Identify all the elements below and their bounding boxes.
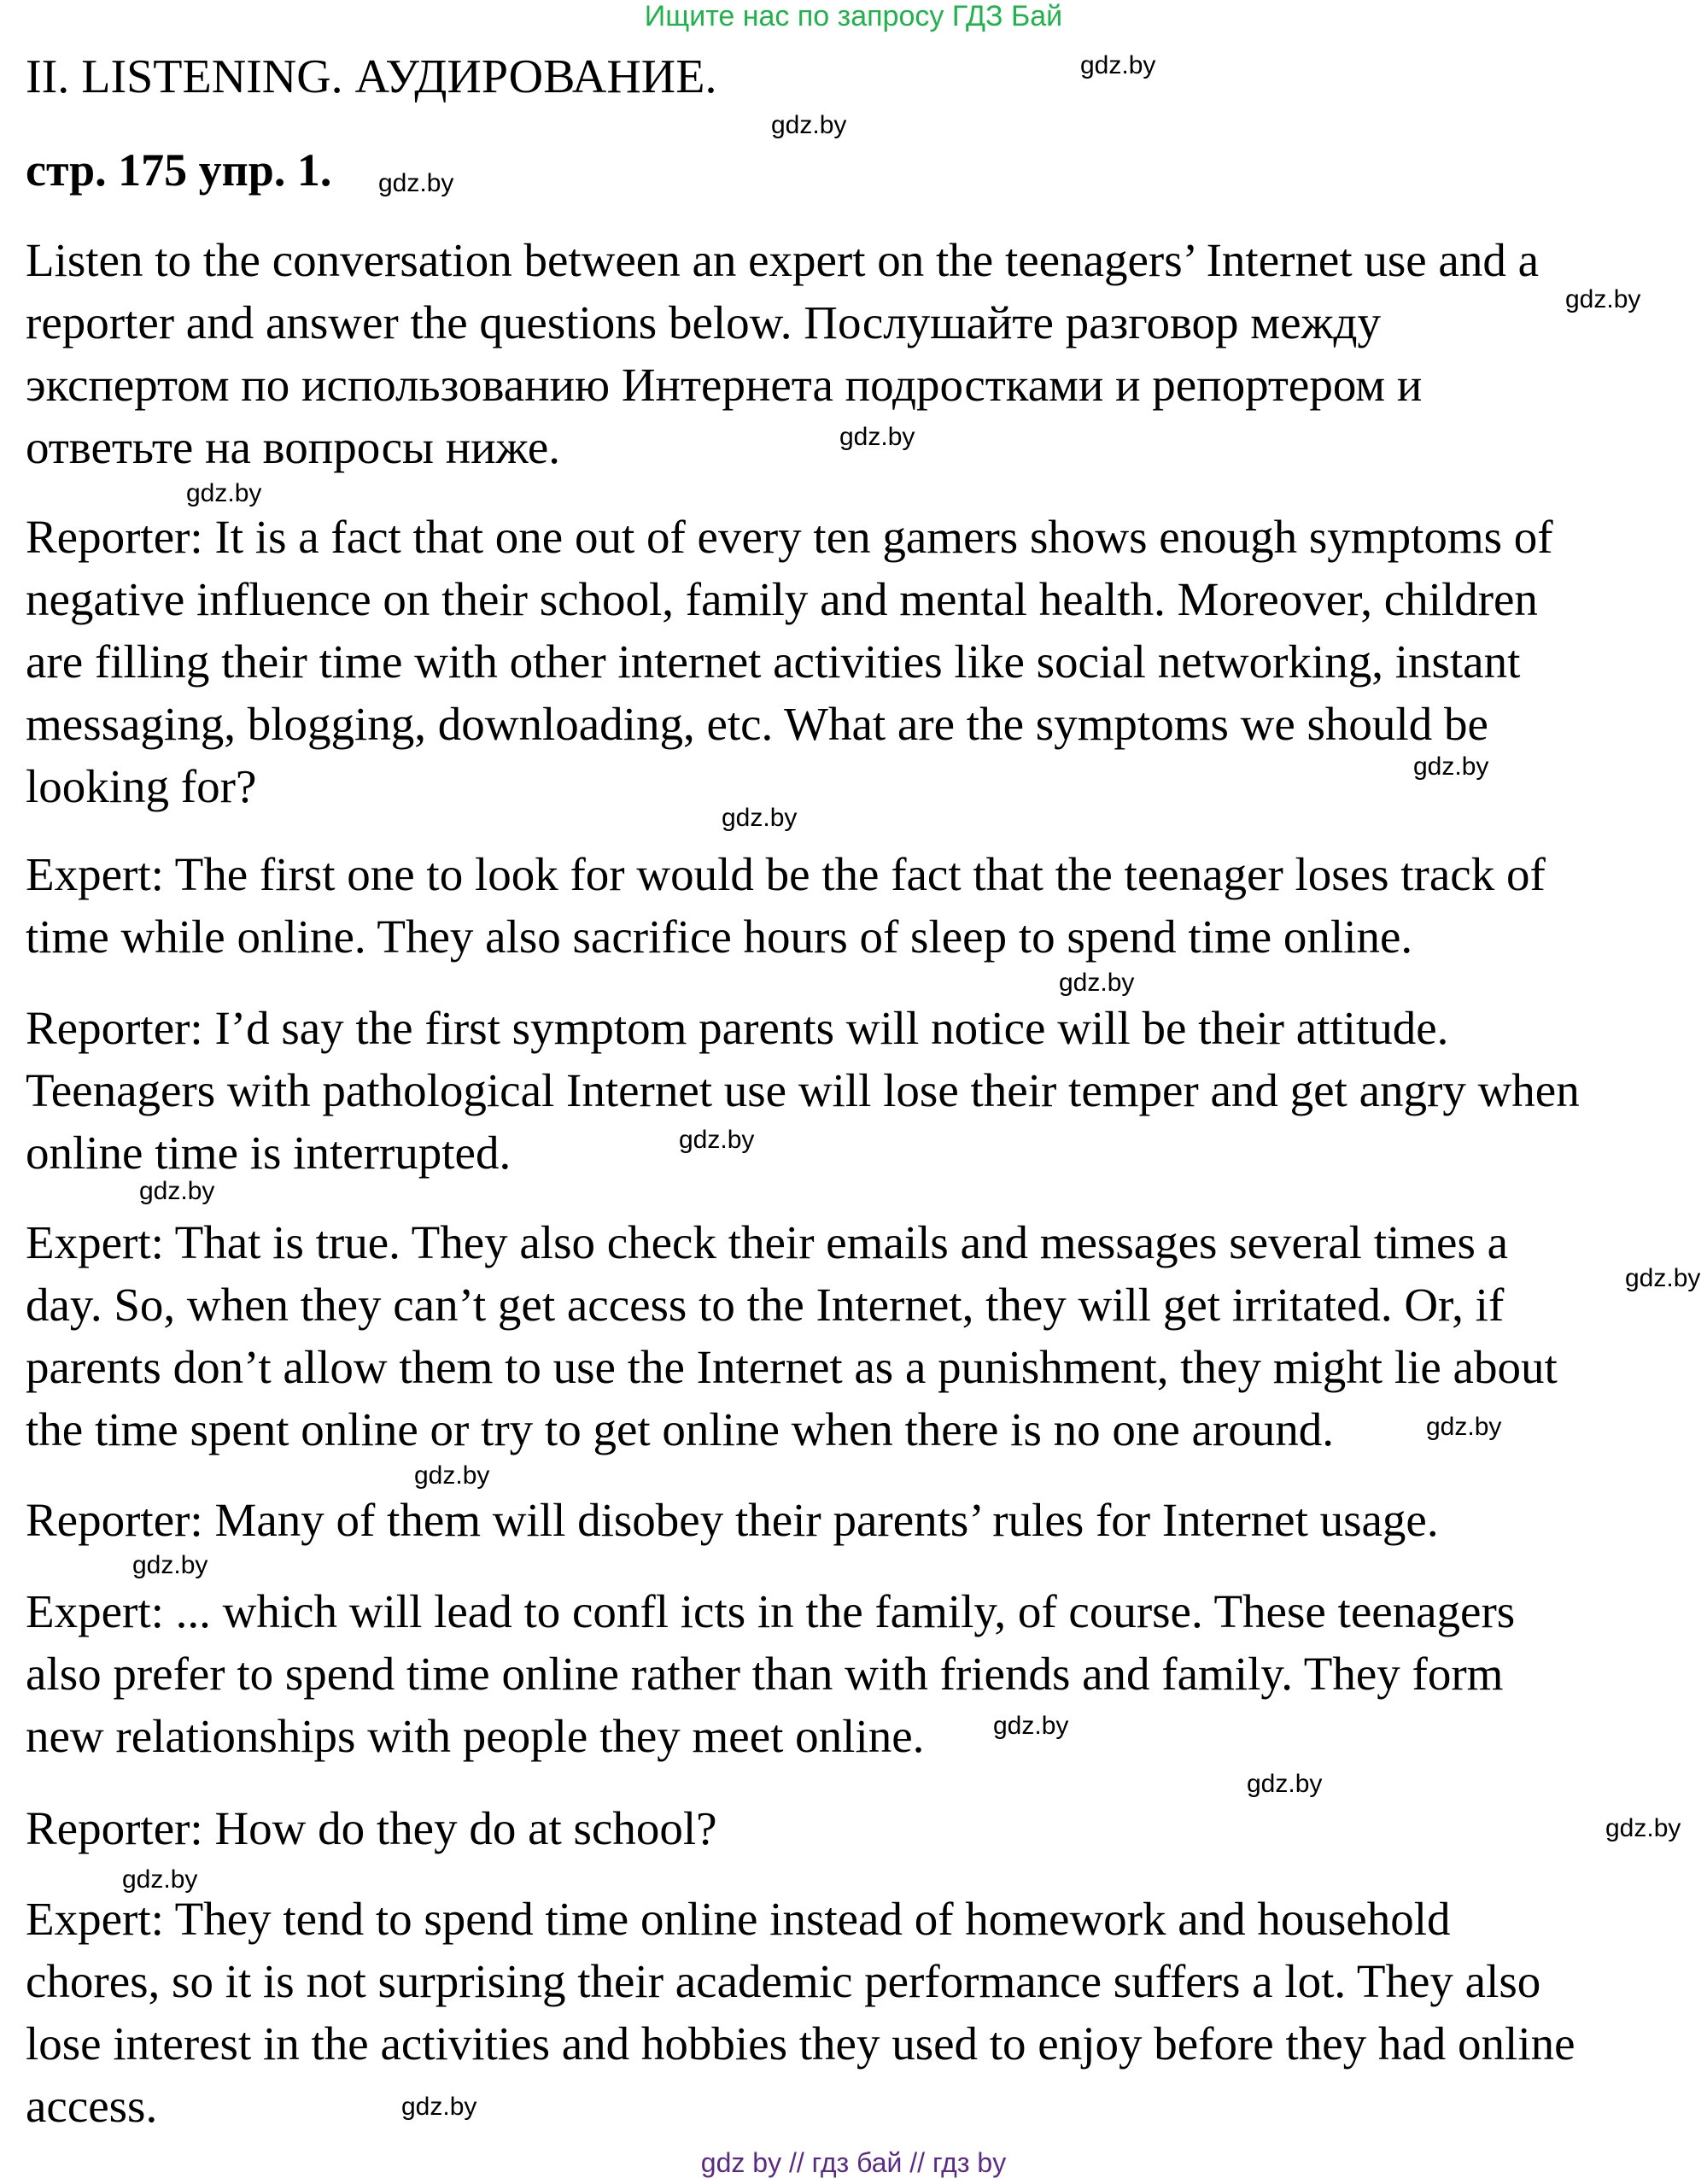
- watermark: gdz.by: [186, 479, 262, 507]
- text-line: lose interest in the activities and hobbies they used to enjoy before they had online: [26, 2017, 1575, 2070]
- text-line: Expert: The first one to look for would be the fact that the teenager loses track of: [26, 848, 1546, 900]
- text-line: negative influence on their school, family and mental health. Moreover, children: [26, 573, 1538, 625]
- dialogue-expert-3: [26, 1580, 1687, 1767]
- watermark: gdz.by: [1247, 1770, 1323, 1798]
- dialogue-reporter-4: [26, 1797, 1687, 1859]
- text-line: Reporter: How do they do at school?: [26, 1802, 717, 1854]
- section-title: II. LISTENING. АУДИРОВАНИЕ.: [26, 50, 717, 103]
- watermark: gdz.by: [1426, 1413, 1502, 1441]
- text-line: Reporter: It is a fact that one out of every ten gamers shows enough symptoms of: [26, 511, 1553, 563]
- watermark: gdz.by: [132, 1551, 208, 1579]
- search-banner: Ищите нас по запросу ГДЗ Бай: [644, 0, 1063, 32]
- text-line: looking for?: [26, 760, 257, 812]
- text-line: ответьте на вопросы ниже.: [26, 421, 561, 473]
- watermark: gdz.by: [1413, 752, 1489, 781]
- watermark: gdz.by: [1059, 969, 1135, 997]
- watermark: gdz.by: [401, 2093, 477, 2121]
- text-line: экспертом по использованию Интернета подростками и репортером и: [26, 359, 1423, 411]
- text-line: Expert: They tend to spend time online instead of homework and household: [26, 1893, 1451, 1945]
- text-line: the time spent online or try to get online when there is no one around.: [26, 1403, 1334, 1455]
- text-line: Teenagers with pathological Internet use will lose their temper and get angry when: [26, 1064, 1580, 1116]
- watermark: gdz.by: [722, 804, 798, 832]
- text-line: day. So, when they can’t get access to the Internet, they will get irritated. Or, if: [26, 1279, 1505, 1331]
- watermark: gdz.by: [679, 1126, 755, 1154]
- text-line: chores, so it is not surprising their academic performance suffers a lot. They also: [26, 1955, 1541, 2007]
- watermark: gdz.by: [122, 1865, 198, 1894]
- watermark: gdz.by: [1565, 285, 1641, 313]
- text-line: time while online. They also sacrifice hours of sleep to spend time online.: [26, 910, 1413, 963]
- text-line: are filling their time with other internet activities like social networking, instant: [26, 635, 1521, 688]
- watermark: gdz.by: [414, 1461, 490, 1490]
- text-line: Expert: ... which will lead to confl icts in the family, of course. These teenagers: [26, 1585, 1516, 1637]
- watermark: gdz.by: [378, 169, 454, 197]
- footer-links: gdz by // гдз бай // гдз by: [700, 2147, 1007, 2178]
- watermark: gdz.by: [993, 1712, 1069, 1740]
- dialogue-expert-1: [26, 843, 1687, 968]
- dialogue-reporter-3: [26, 1489, 1687, 1551]
- watermark: gdz.by: [839, 423, 915, 451]
- text-line: access.: [26, 2080, 158, 2132]
- watermark: gdz.by: [1080, 51, 1156, 79]
- text-line: Reporter: Many of them will disobey their parents’ rules for Internet usage.: [26, 1494, 1439, 1546]
- text-line: new relationships with people they meet online.: [26, 1710, 925, 1762]
- watermark: gdz.by: [1625, 1264, 1701, 1292]
- text-line: Expert: That is true. They also check their emails and messages several times a: [26, 1216, 1509, 1268]
- text-line: online time is interrupted.: [26, 1127, 512, 1179]
- text-line: parents don’t allow them to use the Internet as a punishment, they might lie about: [26, 1341, 1558, 1393]
- dialogue-expert-4: [26, 1888, 1687, 2137]
- exercise-title: стр. 175 упр. 1.: [26, 144, 332, 196]
- text-line: Listen to the conversation between an expert on the teenagers’ Internet use and a: [26, 234, 1540, 286]
- watermark: gdz.by: [139, 1177, 215, 1205]
- text-line: reporter and answer the questions below. Послушайте разговор между: [26, 296, 1381, 348]
- dialogue-reporter-2: [26, 997, 1687, 1184]
- watermark: gdz.by: [771, 111, 847, 139]
- text-line: also prefer to spend time online rather than with friends and family. They form: [26, 1648, 1504, 1700]
- watermark: gdz.by: [1605, 1814, 1681, 1842]
- text-line: messaging, blogging, downloading, etc. What are the symptoms we should be: [26, 698, 1488, 750]
- text-line: Reporter: I’d say the first symptom parents will notice will be their attitude.: [26, 1002, 1449, 1054]
